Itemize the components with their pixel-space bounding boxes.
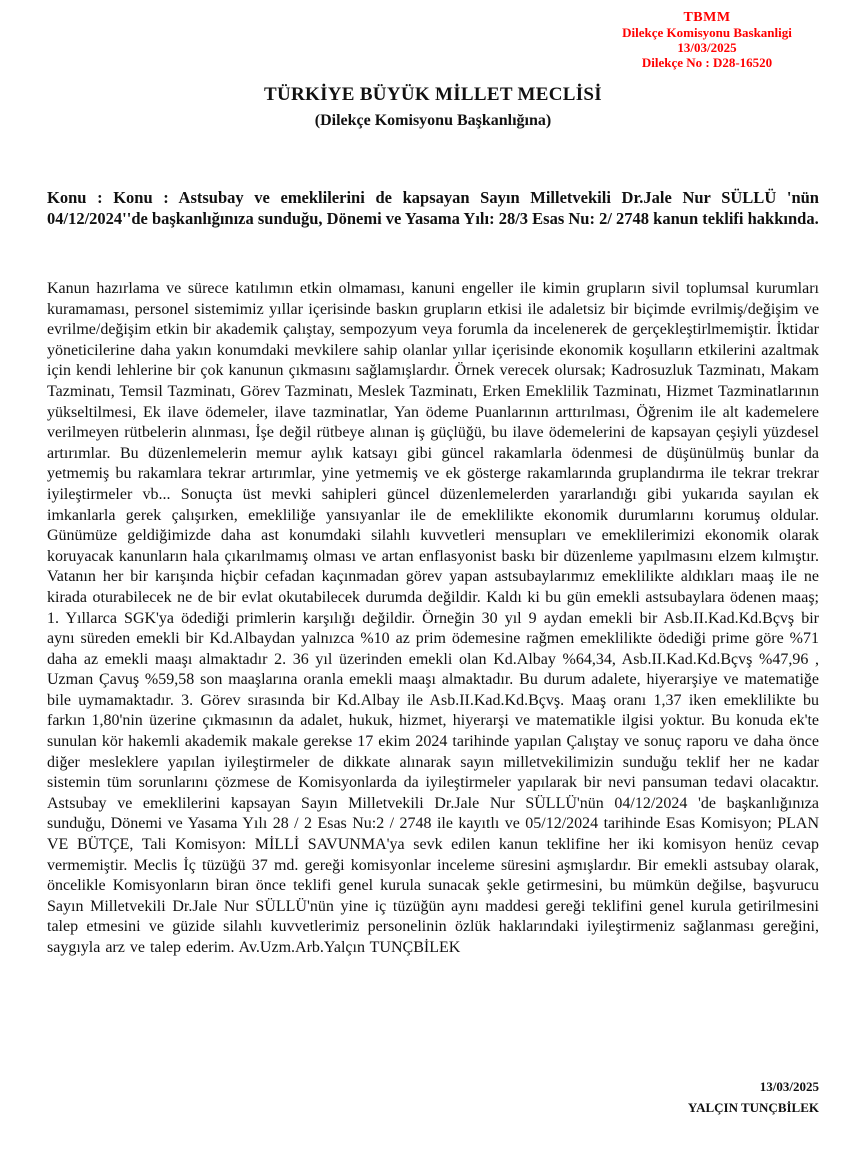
- subject-line: Konu : Konu : Astsubay ve emeklilerini de kapsayan Sayın Milletvekili Dr.Jale Nur SÜLLÜ 'nün 04/12/2024''de başkanlığınıza sunduğu, Dönemi ve Yasama Yılı: 28/3 Esas Nu: 2/ 2748 kanun teklifi hakkında.: [47, 188, 819, 228]
- registration-stamp: [592, 10, 822, 70]
- document-subtitle: (Dilekçe Komisyonu Başkanlığına): [314, 112, 552, 129]
- petition-body-text: Kanun hazırlama ve sürece katılımın etkin olmaması, kanuni engeller ile kimin grupların sivil toplumsal kurumları kuramaması, personel sistemimiz yıllar içerisinde baskın grupların etkisi ile adaletsiz bir biçimde evrilmiş/değişim ve evrilme/değişim etkin bir akademik çalıştay, sempozyum veya forumla da incelenerek de gerçekleştirlmemiştir. İktidar yöneticilerine daha yakın konumdaki mevkilere sahip olanlar yıllar içerisinde ekonomik koşulların etkilerini azaltmak için kendi lehlerine bir çok kanunun çıkmasını sağlamışlardır. Örnek verecek olursak; Kadrosuzluk Tazminatı, Makam Tazminatı, Temsil Tazminatı, Görev Tazminatı, Meslek Tazminatı, Erken Emeklilik Tazminatı, Hizmet Tazminatlarının yükseltilmesi, Ek ilave ödemeler, ilave tazminatlar, Yan ödeme Puanlarının arttırılması, Öğrenim ile alt kademelere verilmeyen rütbelerin alınması, İşe değil rütbeye alınan iş güçlüğü, bu ilave ödemelerini de kapsayan çeşiyli yüzdesel artırımlar. Bu düzenlemelerin memur aylık katsayı gibi güncel rakamlarla ödenmesi de düşünülmüş bunlar da yetmemiş bu rakamlara tekrar artırımlar, yine yetmemiş ve ek gösterge rakamlarında gruplandırma ile tekrar trekrar iyileştirmeler vb... Sonuçta üst mevki sahipleri güncel düzenlemelerden yararlandığı gibi yukarıda sayılan ek imkanlarla gerek çalışırken, emekliliğe yansıyanlar ile de emeklilikte ekonomik durumlarını korumuş oldular. Günümüze geldiğimizde daha ast konumdaki silahlı kuvvetleri mensupları ve emeklilerimizi ekonomik olarak koruyacak kanunların hala çıkarılmamış olması ve artan enflasyonist baskı bir düzenleme yapılmasını elzem kılmıştır. Vatanın her bir karışında hiçbir cefadan kaçınmadan görev yapan astsubaylarımız emeklilikte aldıkları maaş ile ne kirada oturabilecek ne de bir evlat okutabilecek durumda değildir. Kaldı ki bu gün emekli astsubaylara ödenen maaş; 1. Yıllarca SGK'ya ödediği primlerin karşılığı değildir. Örneğin 30 yıl 9 aydan emekli bir Asb.II.Kad.Kd.Bçvş bir aynı süreden emekli bir Kd.Albaydan yalnızca %10 az prim ödemesine rağmen emeklilikte ödediği prime göre %71 daha az emekli maaşı almaktadır 2. 36 yıl üzerinden emekli olan Kd.Albay %64,34, Asb.II.Kad.Kd.Bçvş %47,96 , Uzman Çavuş %59,58 son maaşlarına oranla emekli maaşı almaktadır. Bu durum adalete, hiyerarşiye ve matematiğe bile uymamaktadır. 3. Görev sırasında bir Kd.Albay ile Asb.II.Kad.Kd.Bçvş. Maaş oranı 1,37 iken emeklilikte bu farkın 1,80'nin üzerine çıkmasının da adalet, hukuk, hizmet, hiyerarşi ve matematikle ilgisi yoktur. Bu konuda ek'te sunulan kör hakemli akademik makale gerekse 17 ekim 2024 tarihinde yapılan Çalıştay ve sonuç raporu ve daha önce diğer mesleklere yapılan iyileştirmeler de dikkate alınarak sayın milletvekilimizin sunduğu teklif her ne kadar sistemin tüm sorunlarını çözmese de Komisyonlarda da iyileştirmeler yapılarak bir nevi pansuman tedavi olacaktır. Astsubay ve emeklilerini kapsayan Sayın Milletvekili Dr.Jale Nur SÜLLÜ'nün 04/12/2024 'de başkanlığınıza sunduğu, Dönemi ve Yasama Yılı 28 / 2 Esas Nu:2 / 2748 ile kayıtlı ve 05/12/2024 tarihinde Esas Komisyon; PLAN VE BÜTÇE, Tali Komisyon: MİLLİ SAVUNMA'ya sevk edilen kanun teklifine her iki komisyon henüz cevap vermemiştir. Meclis İç tüzüğü 37 md. gereği komisyonlar inceleme süresini aşmışlardır. Bir emekli astsubay olarak, öncelikle Komisyonların biran önce teklifi genel kurula sunacak şekle getirmesini, bu mümkün değilse, başvurucu Sayın Milletvekili Dr.Jale Nur SÜLLÜ'nün yine iç tüzüğün aynı maddesi gereği teklifini genel kurula getirilmesini talep etmesini ve güzide silahlı kuvvetlerimiz personelinin özlük haklarındaki iyileştirmeniz sağlanması gereğini, saygıyla arz ve talep ederim. Av.Uzm.Arb.Yalçın TUNÇBİLEK: [47, 280, 819, 956]
- signature-name: YALÇIN TUNÇBİLEK: [687, 1100, 819, 1115]
- stamp-org-name: TBMM: [683, 10, 731, 25]
- signature-block: [688, 1076, 819, 1118]
- signature-date: 13/03/2025: [759, 1079, 819, 1094]
- stamp-petition-number: Dilekçe No : D28-16520: [641, 55, 773, 70]
- document-title: TÜRKİYE BÜYÜK MİLLET MECLİSİ: [264, 84, 602, 105]
- stamp-date: 13/03/2025: [677, 40, 737, 55]
- stamp-department: Dilekçe Komisyonu Baskanligi: [622, 25, 792, 40]
- document-title-block: [0, 84, 866, 130]
